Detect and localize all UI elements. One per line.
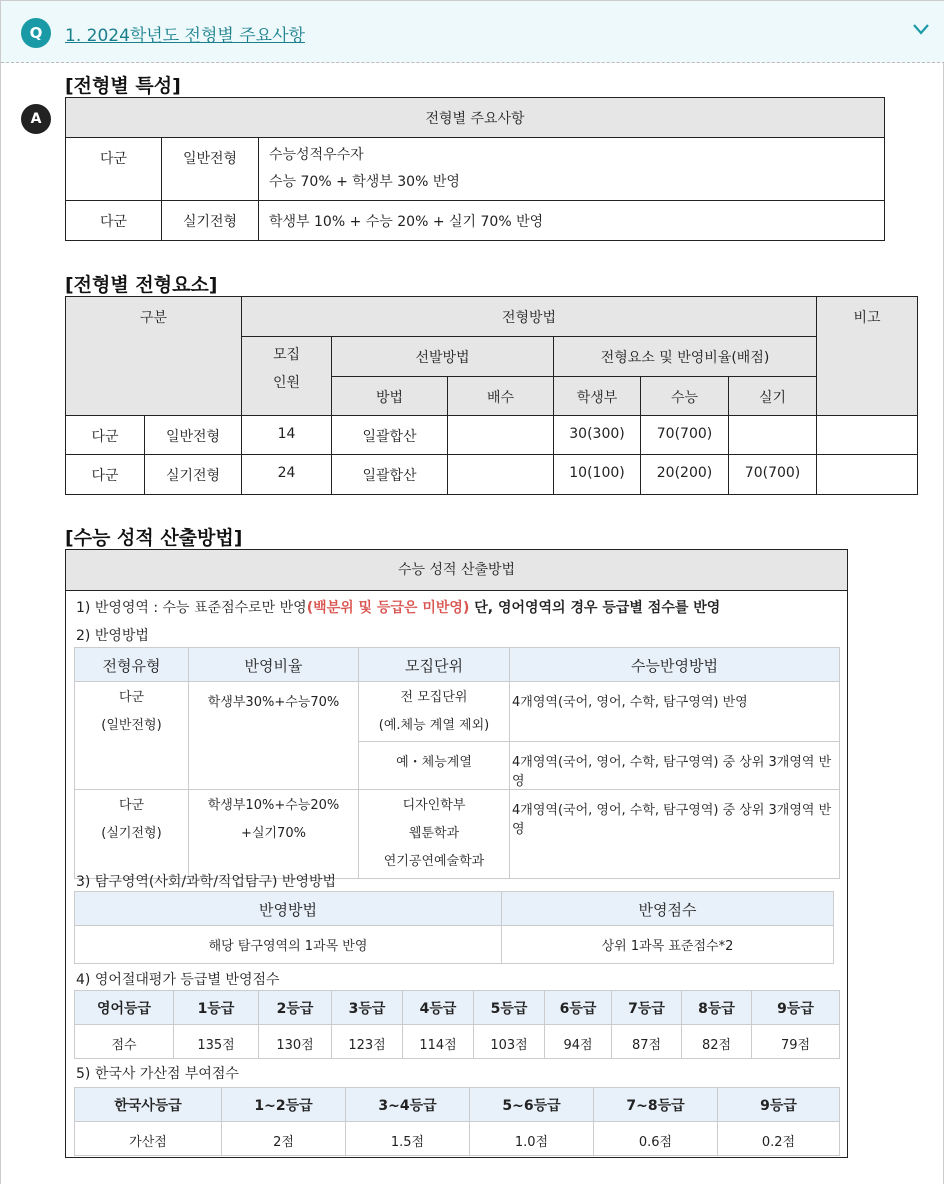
header-cell: 1~2등급 bbox=[222, 1088, 346, 1122]
cell bbox=[448, 455, 554, 495]
header-cell: 구분 bbox=[66, 297, 242, 416]
header-cell: 영어등급 bbox=[75, 991, 174, 1025]
header-cell: 선발방법 bbox=[332, 337, 554, 377]
cell: 상위 1과목 표준점수*2 bbox=[502, 926, 834, 964]
cell: 4개영역(국어, 영어, 수학, 탐구영역) 중 상위 3개영역 반영 bbox=[510, 790, 840, 879]
cell: 반영비율 bbox=[189, 648, 359, 682]
section-heading-csat: [수능 성적 산출방법] bbox=[65, 527, 243, 549]
header-cell: 방법 bbox=[332, 377, 448, 416]
cell: 반영점수 bbox=[502, 892, 834, 926]
cell bbox=[817, 416, 918, 455]
header-cell: 3등급 bbox=[332, 991, 403, 1025]
header-cell: 3~4등급 bbox=[346, 1088, 470, 1122]
section-heading-characteristics: [전형별 특성] bbox=[65, 75, 181, 97]
cell: 1.0점 bbox=[470, 1122, 594, 1156]
cell: 103점 bbox=[474, 1025, 545, 1059]
cell: 수능반영방법 bbox=[510, 648, 840, 682]
header-cell: 실기 bbox=[729, 377, 817, 416]
cell: 해당 탐구영역의 1과목 반영 bbox=[75, 926, 502, 964]
question-title-link[interactable]: 1. 2024학년도 전형별 주요사항 bbox=[65, 26, 305, 46]
cell: 24 bbox=[242, 455, 332, 495]
characteristics-table bbox=[65, 97, 885, 241]
header-cell: 수능 bbox=[641, 377, 729, 416]
cell: 14 bbox=[242, 416, 332, 455]
csat-box bbox=[65, 549, 848, 1158]
cell bbox=[448, 416, 554, 455]
inquiry-table bbox=[74, 891, 834, 964]
cell: 79점 bbox=[752, 1025, 840, 1059]
rule-4-label: 4) 영어절대평가 등급별 반영점수 bbox=[76, 972, 280, 988]
table-row bbox=[75, 1122, 840, 1156]
cell: 일괄합산 bbox=[332, 455, 448, 495]
cell: 가산점 bbox=[75, 1122, 222, 1156]
cell: 30(300) bbox=[554, 416, 641, 455]
cell: 82점 bbox=[682, 1025, 752, 1059]
header-cell: 모집 인원 bbox=[242, 337, 332, 416]
cell: 1.5점 bbox=[346, 1122, 470, 1156]
cell: 4개영역(국어, 영어, 수학, 탐구영역) 반영 bbox=[510, 682, 840, 742]
cell: 다군 bbox=[66, 455, 145, 495]
q-badge: Q bbox=[21, 18, 51, 48]
rule-2-label: 2) 반영방법 bbox=[76, 628, 149, 644]
cell: 4개영역(국어, 영어, 수학, 탐구영역) 중 상위 3개영역 반영 bbox=[510, 742, 840, 790]
header-cell: 한국사등급 bbox=[75, 1088, 222, 1122]
table-title: 전형별 주요사항 bbox=[66, 98, 885, 138]
header-cell: 1등급 bbox=[174, 991, 259, 1025]
cell: 0.2점 bbox=[718, 1122, 840, 1156]
header-cell: 전형방법 bbox=[242, 297, 817, 337]
cell: 123점 bbox=[332, 1025, 403, 1059]
cell: 0.6점 bbox=[594, 1122, 718, 1156]
method-table bbox=[74, 647, 840, 879]
cell: 반영방법 bbox=[75, 892, 502, 926]
cell: 전형유형 bbox=[75, 648, 189, 682]
cell bbox=[729, 416, 817, 455]
cell: 다군 (실기전형) bbox=[75, 790, 189, 879]
cell: 114점 bbox=[403, 1025, 474, 1059]
header-cell: 학생부 bbox=[554, 377, 641, 416]
cell: 다군 bbox=[66, 138, 162, 201]
cell: 일괄합산 bbox=[332, 416, 448, 455]
section-heading-elements: [전형별 전형요소] bbox=[65, 274, 218, 296]
cell: 135점 bbox=[174, 1025, 259, 1059]
table-row bbox=[75, 682, 840, 742]
history-table bbox=[74, 1087, 840, 1156]
cell: 2점 bbox=[222, 1122, 346, 1156]
cell: 실기전형 bbox=[162, 201, 259, 241]
cell: 다군 bbox=[66, 201, 162, 241]
table-row bbox=[75, 790, 840, 879]
table-row bbox=[66, 201, 885, 241]
header-cell: 7등급 bbox=[612, 991, 682, 1025]
cell: 20(200) bbox=[641, 455, 729, 495]
cell: 학생부 10% + 수능 20% + 실기 70% 반영 bbox=[259, 201, 885, 241]
cell: 일반전형 bbox=[145, 416, 242, 455]
question-header[interactable] bbox=[1, 1, 944, 63]
chevron-down-icon[interactable] bbox=[911, 19, 931, 39]
header-cell: 5~6등급 bbox=[470, 1088, 594, 1122]
header-cell: 5등급 bbox=[474, 991, 545, 1025]
cell: 실기전형 bbox=[145, 455, 242, 495]
cell: 94점 bbox=[545, 1025, 612, 1059]
cell: 70(700) bbox=[729, 455, 817, 495]
cell: 디자인학부 웹툰학과 연기공연예술학과 bbox=[359, 790, 510, 879]
header-cell: 6등급 bbox=[545, 991, 612, 1025]
header-cell: 배수 bbox=[448, 377, 554, 416]
cell: 10(100) bbox=[554, 455, 641, 495]
cell: 87점 bbox=[612, 1025, 682, 1059]
cell: 다군 bbox=[66, 416, 145, 455]
table-row bbox=[75, 926, 834, 964]
table-row bbox=[66, 138, 885, 201]
header-cell: 9등급 bbox=[752, 991, 840, 1025]
rule-3-label: 3) 탐구영역(사회/과학/직업탐구) 반영방법 bbox=[76, 874, 337, 890]
header-cell: 7~8등급 bbox=[594, 1088, 718, 1122]
cell: 학생부30%+수능70% bbox=[189, 682, 359, 790]
elements-table bbox=[65, 296, 918, 495]
header-cell: 비고 bbox=[817, 297, 918, 416]
cell: 모집단위 bbox=[359, 648, 510, 682]
cell: 점수 bbox=[75, 1025, 174, 1059]
cell: 수능성적우수자 수능 70% + 학생부 30% 반영 bbox=[259, 138, 885, 201]
rule-1: 1) 반영영역 : 수능 표준점수로만 반영(백분위 및 등급은 미반영) 단, 영어영역의 경우 등급별 점수를 반영 bbox=[76, 600, 721, 616]
header-cell: 8등급 bbox=[682, 991, 752, 1025]
cell bbox=[817, 455, 918, 495]
a-badge: A bbox=[21, 104, 51, 134]
rule-5-label: 5) 한국사 가산점 부여점수 bbox=[76, 1066, 239, 1082]
header-cell: 2등급 bbox=[259, 991, 332, 1025]
table-row bbox=[66, 416, 918, 455]
cell: 학생부10%+수능20% +실기70% bbox=[189, 790, 359, 879]
table-row bbox=[75, 1025, 840, 1059]
cell: 예・체능계열 bbox=[359, 742, 510, 790]
cell: 일반전형 bbox=[162, 138, 259, 201]
table-row bbox=[66, 455, 918, 495]
cell: 130점 bbox=[259, 1025, 332, 1059]
cell: 전 모집단위 (예.체능 계열 제외) bbox=[359, 682, 510, 742]
box-title: 수능 성적 산출방법 bbox=[66, 550, 847, 591]
header-cell: 4등급 bbox=[403, 991, 474, 1025]
cell: 다군 (일반전형) bbox=[75, 682, 189, 790]
header-cell: 9등급 bbox=[718, 1088, 840, 1122]
header-cell: 전형요소 및 반영비율(배점) bbox=[554, 337, 817, 377]
cell: 70(700) bbox=[641, 416, 729, 455]
english-table bbox=[74, 990, 840, 1059]
